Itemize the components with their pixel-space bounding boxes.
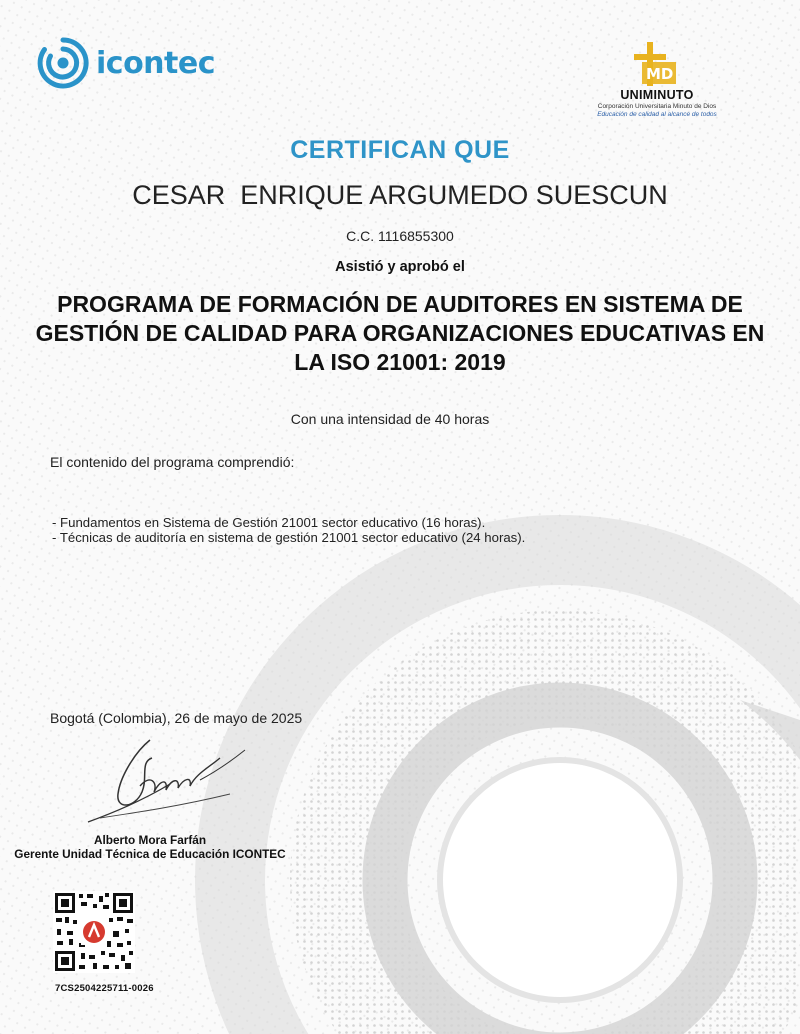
uniminuto-logo (592, 40, 722, 120)
qr-code (53, 891, 135, 973)
recipient-name: CESAR ENRIQUE ARGUMEDO SUESCUN (132, 180, 668, 210)
list-item: - Técnicas de auditoría en sistema de gestión 21001 sector educativo (24 horas). (52, 530, 526, 545)
program-title: PROGRAMA DE FORMACIÓN DE AUDITORES EN SISTEMA DE GESTIÓN DE CALIDAD PARA ORGANIZACIONES EDUCATIVAS EN LA ISO 21001: 2019 (35, 291, 765, 375)
verification-code: 7CS2504225711-0026 (55, 983, 154, 994)
attended-text: Asistió y aprobó el (335, 259, 465, 275)
place-date: Bogotá (Colombia), 26 de mayo de 2025 (50, 710, 303, 726)
icontec-logo (36, 36, 215, 90)
content-list (52, 515, 525, 545)
program-intensity: Con una intensidad de 40 horas (290, 411, 490, 427)
uniminuto-emblem-icon (634, 42, 680, 86)
uniminuto-tagline: Educación de calidad al alcance de todos (597, 111, 717, 118)
svg-text:MD: MD (646, 65, 674, 83)
signer-title: Gerente Unidad Técnica de Educación ICONTEC (14, 847, 286, 861)
uniminuto-subtitle: Corporación Universitaria Minuto de Dios (597, 103, 717, 110)
list-item: - Fundamentos en Sistema de Gestión 21001 sector educativo (16 horas). (52, 515, 486, 530)
certificate-heading: CERTIFICAN QUE (290, 136, 510, 164)
signer-name: Alberto Mora Farfán (93, 833, 207, 847)
signature (80, 722, 250, 832)
uniminuto-name: UNIMINUTO (620, 88, 694, 102)
content-intro: El contenido del programa comprendió: (50, 454, 295, 470)
icontec-logo-text: icontec (96, 45, 216, 81)
recipient-id-number: C.C. 1116855300 (346, 228, 454, 244)
icontec-emblem-icon (36, 36, 90, 90)
